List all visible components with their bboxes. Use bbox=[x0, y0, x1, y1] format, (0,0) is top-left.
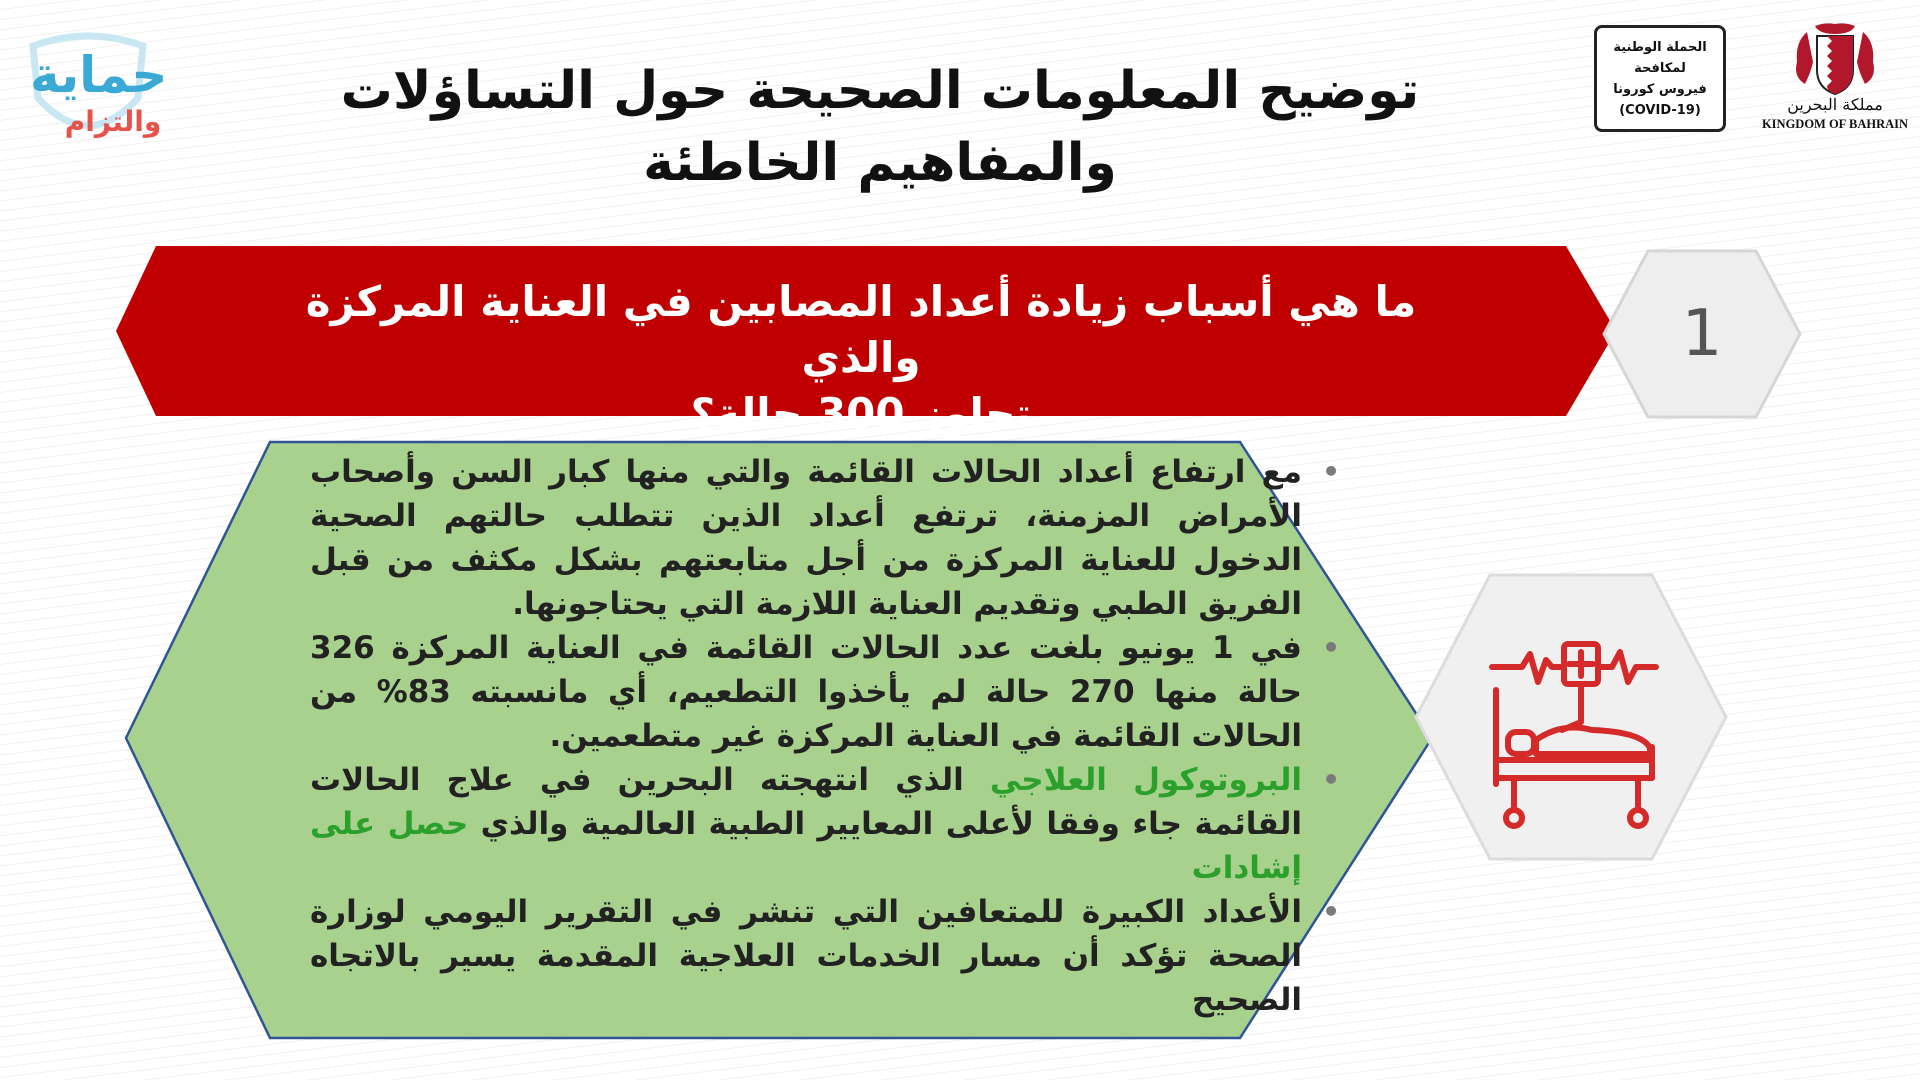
answer-text: الذي انتهجته البحرين في علاج الحالات القائمة جاء وفقا لأعلى المعايير الطبية العالمية والذي bbox=[310, 762, 1302, 842]
campaign-line-4: (COVID-19) bbox=[1619, 102, 1701, 118]
question-line-2: تجاوز 300 حالة؟ bbox=[690, 389, 1032, 438]
campaign-badge bbox=[1594, 25, 1726, 132]
bahrain-emblem-icon bbox=[1755, 22, 1915, 97]
himaya-text: حماية bbox=[30, 46, 168, 104]
answer-item bbox=[310, 626, 1340, 758]
answer-text: في 1 يونيو بلغت عدد الحالات القائمة في العناية المركزة 326 حالة منها 270 حالة لم يأخذوا التطعيم، أي مانسبته 83% من الحالات القائمة في العناية المركزة غير متطعمين. bbox=[310, 630, 1302, 754]
protocol-highlight: البروتوكول العلاجي bbox=[989, 762, 1302, 798]
kingdom-emblem bbox=[1755, 22, 1915, 142]
answer-item bbox=[310, 758, 1340, 890]
title-line-1: توضيح المعلومات الصحيحة حول التساؤلات bbox=[340, 61, 1420, 121]
answer-list bbox=[310, 450, 1340, 1022]
campaign-line-1: الحملة الوطنية bbox=[1613, 39, 1707, 55]
himaya-logo bbox=[18, 28, 168, 148]
iltizam-text: والتزام bbox=[64, 105, 162, 138]
title-line-2: والمفاهيم الخاطئة bbox=[643, 133, 1117, 193]
icon-hexagon bbox=[1412, 572, 1730, 862]
question-number-hexagon bbox=[1600, 248, 1804, 420]
hospital-bed-icon bbox=[1412, 572, 1730, 862]
page-title bbox=[300, 55, 1460, 199]
question-line-1: ما هي أسباب زيادة أعداد المصابين في العناية المركزة والذي bbox=[305, 277, 1417, 382]
answer-item bbox=[310, 450, 1340, 626]
answer-panel bbox=[120, 440, 1440, 1040]
answer-text: مع ارتفاع أعداد الحالات القائمة والتي منها كبار السن وأصحاب الأمراض المزمنة، ترتفع أعداد الذين تتطلب حالتهم الصحية الدخول للعناية المركزة من أجل متابعتهم بشكل مكثف من قبل الفريق الطبي وتقديم العناية اللازمة التي يحتاجونها. bbox=[310, 454, 1302, 622]
campaign-line-3: فيروس كورونا bbox=[1613, 81, 1707, 97]
question-text bbox=[266, 274, 1456, 442]
question-banner bbox=[116, 246, 1616, 438]
praise-highlight: حصل على إشادات bbox=[310, 806, 1302, 886]
kingdom-arabic: مملكة البحرين bbox=[1787, 95, 1883, 114]
campaign-line-2: لمكافحة bbox=[1634, 60, 1686, 76]
answer-item bbox=[310, 890, 1340, 1022]
question-number: 1 bbox=[1681, 297, 1723, 371]
answer-text: الأعداد الكبيرة للمتعافين التي تنشر في التقرير اليومي لوزارة الصحة تؤكد أن مسار الخدمات العلاجية المقدمة يسير بالاتجاه الصحيح bbox=[310, 894, 1302, 1018]
kingdom-english: KINGDOM OF BAHRAIN bbox=[1761, 117, 1909, 131]
